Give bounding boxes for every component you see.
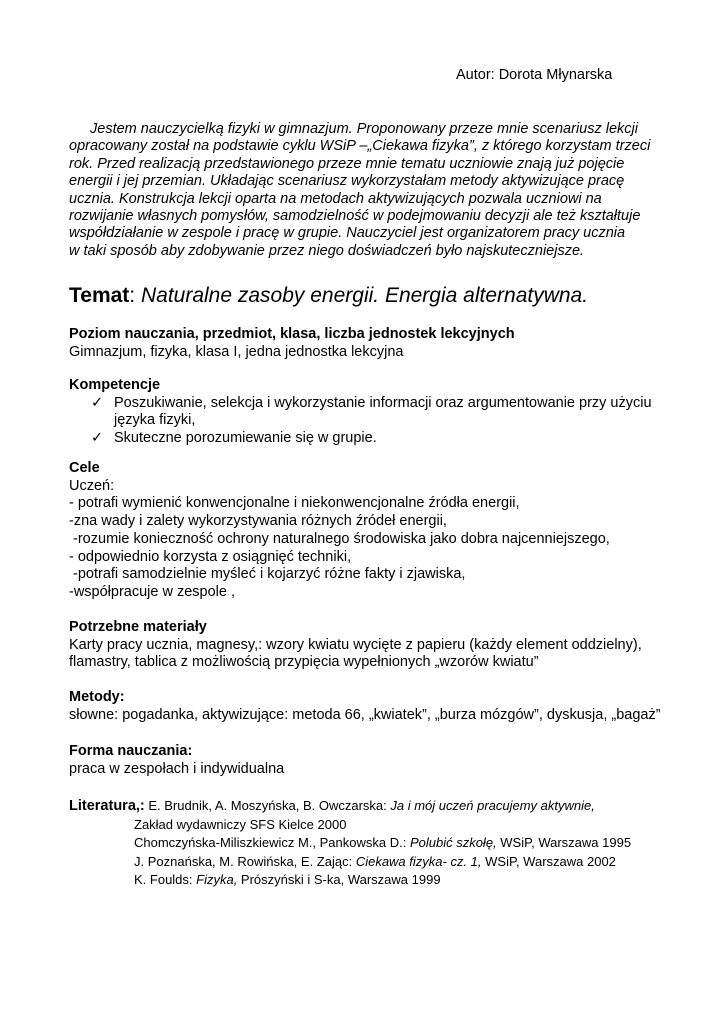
checkmark-icon: ✓ <box>91 429 104 446</box>
intro-line: Jestem nauczycielką fizyki w gimnazjum. Proponowany przeze mnie scenariusz lekcji <box>90 121 638 137</box>
literature-title: Ja i mój uczeń pracujemy aktywnie, <box>390 798 595 813</box>
materials-section <box>69 619 642 672</box>
methods-text: słowne: pogadanka, aktywizujące: metoda 66, „kwiatek”, „burza mózgów”, dyskusja, „bagaż” <box>69 706 661 723</box>
form-heading: Forma nauczania: <box>69 743 193 759</box>
intro-line: rok. Przed realizacją przedstawionego przeze mnie tematu uczniowie znają już pojęcie <box>69 155 625 172</box>
literature-publisher: Prószyński i S-ka, Warszawa 1999 <box>237 872 441 888</box>
literature-title: Polubić szkołę, <box>409 835 497 851</box>
literature-publisher: WSiP, Warszawa 2002 <box>481 853 616 869</box>
literature-authors: K. Foulds: <box>134 872 197 888</box>
topic-heading <box>69 284 588 308</box>
literature-title: Ciekawa fizyka- cz. 1, <box>355 853 482 869</box>
intro-line: opracowany został na podstawie cyklu WSiP –„Ciekawa fizyka”, z którego korzystam trzeci <box>69 138 651 155</box>
intro-line: współdziałanie w zespole i pracę w grupie. Nauczyciel jest organizatorem pracy ucznia <box>69 225 626 242</box>
literature-authors: J. Poznańska, M. Rowińska, E. Zając: <box>134 853 356 869</box>
competence-line: języka fizyki, <box>114 412 196 428</box>
goal-item: - potrafi wymienić konwencjonalne i niekonwencjonalne źródła energii, <box>69 495 520 512</box>
competence-line: Skuteczne porozumiewanie się w grupie. <box>114 429 377 446</box>
literature-entry <box>69 816 631 835</box>
form-text: praca w zespołach i indywidualna <box>69 760 285 777</box>
topic-separator: : <box>129 284 141 307</box>
author-line: Autor: Dorota Młynarska <box>456 67 613 83</box>
form-section <box>69 743 284 778</box>
level-text: Gimnazjum, fizyka, klasa I, jedna jednostka lekcyjna <box>69 343 404 360</box>
goals-heading: Cele <box>69 460 100 476</box>
literature-authors: Chomczyńska-Miliszkiewicz M., Pankowska D.: <box>134 835 410 851</box>
goal-item: -potrafi samodzielnie myśleć i kojarzyć różne fakty i zjawiska, <box>69 566 466 583</box>
intro-line: energii i jej przemian. Układając scenariusz wykorzystałam metody aktywizujące pracę <box>69 173 625 190</box>
literature-title: Fizyka, <box>196 872 238 888</box>
intro-line: rozwijanie własnych pomysłów, samodzielność w podejmowaniu decyzji ale też kształtuje <box>69 208 641 225</box>
topic-title: Naturalne zasoby energii. Energia alternatywna. <box>140 284 589 307</box>
literature-entry <box>69 797 631 816</box>
intro-line: ucznia. Konstrukcja lekcji oparta na metodach aktywizujących pozwala uczniowi na <box>69 190 602 207</box>
literature-entry <box>69 853 631 872</box>
goal-item: - odpowiednio korzysta z osiągnięć techniki, <box>69 548 352 565</box>
competence-item <box>69 430 652 448</box>
materials-line: Karty pracy ucznia, magnesy,: wzory kwiatu wycięte z papieru (każdy element oddzielny), <box>69 636 642 653</box>
level-section <box>69 326 515 361</box>
methods-heading: Metody: <box>69 689 125 705</box>
competence-item <box>69 395 652 430</box>
materials-line: flamastry, tablica z możliwością przypięcia wypełnionych „wzorów kwiatu” <box>69 654 539 670</box>
literature-authors: E. Brudnik, A. Moszyńska, B. Owczarska: <box>144 798 391 813</box>
goal-item: -współpracuje w zespole , <box>69 583 236 600</box>
literature-entry <box>69 871 631 890</box>
topic-label: Temat <box>69 284 130 307</box>
literature-publisher: WSiP, Warszawa 1995 <box>496 835 632 851</box>
level-heading: Poziom nauczania, przedmiot, klasa, liczba jednostek lekcyjnych <box>69 326 515 342</box>
literature-heading: Literatura,: <box>69 798 145 814</box>
literature-authors: Zakład wydawniczy SFS Kielce 2000 <box>134 816 347 832</box>
goal-item: -rozumie konieczność ochrony naturalnego środowiska jako dobra najcenniejszego, <box>69 530 610 547</box>
methods-section <box>69 689 661 724</box>
goals-section <box>69 460 610 602</box>
literature-entry <box>69 834 631 853</box>
competences-section <box>69 377 652 447</box>
competence-line: Poszukiwanie, selekcja i wykorzystanie informacji oraz argumentowanie przy użyciu <box>114 394 652 411</box>
goals-intro: Uczeń: <box>69 477 115 494</box>
checkmark-icon: ✓ <box>91 394 104 411</box>
materials-heading: Potrzebne materiały <box>69 619 207 635</box>
competences-heading: Kompetencje <box>69 377 161 393</box>
intro-line: w taki sposób aby zdobywanie przez niego doświadczeń było najskuteczniejsze. <box>69 242 585 259</box>
intro-paragraph <box>69 121 669 260</box>
literature-section <box>69 797 631 890</box>
goal-item: -zna wady i zalety wykorzystywania różnych źródeł energii, <box>69 513 447 530</box>
